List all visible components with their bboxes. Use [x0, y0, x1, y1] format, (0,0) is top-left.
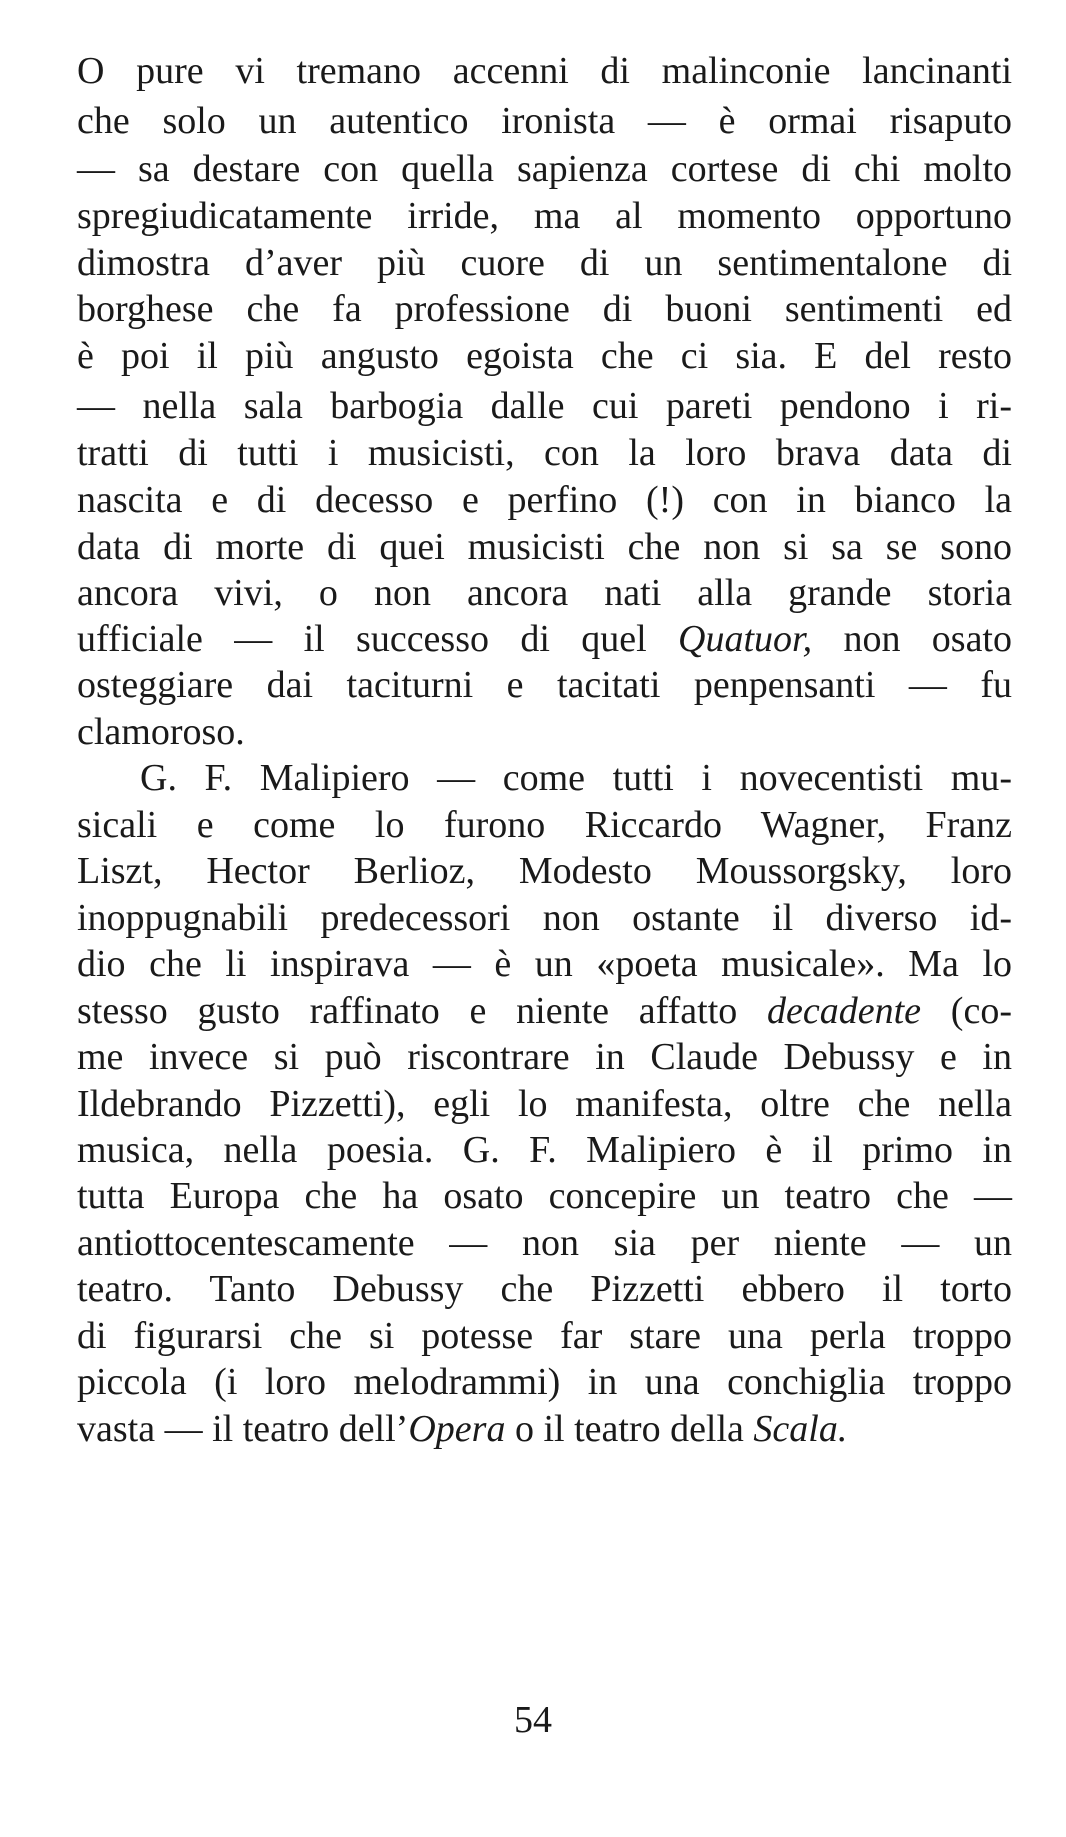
text-run: antiottocentescamente — non sia per niente — un: [77, 1222, 1012, 1264]
text-run: vasta — il teatro dell’: [77, 1408, 409, 1450]
page-number: 54: [514, 1699, 552, 1741]
text-line: [77, 521, 1012, 573]
text-line: [77, 659, 1012, 711]
text-run: è poi il più angusto egoista che ci sia. E del resto: [77, 335, 1012, 377]
text-line: [77, 567, 1012, 619]
text-run: dimostra d’aver più cuore di un sentimentalone di: [77, 242, 1012, 284]
text-line: [77, 45, 1012, 97]
text-line: [77, 283, 1012, 335]
text-run: musica, nella poesia. G. F. Malipiero è il primo in: [77, 1129, 1012, 1171]
text-run: (co-: [921, 990, 1012, 1032]
text-run: piccola (i loro melodrammi) in una conchiglia troppo: [77, 1361, 1012, 1403]
text-run: — sa destare con quella sapienza cortese di chi molto: [77, 148, 1012, 190]
text-run: spregiudicatamente irride, ma al momento opportuno: [77, 195, 1012, 237]
italic-title: Quatuor,: [678, 618, 813, 660]
text-line: [77, 427, 1012, 479]
text-run: me invece si può riscontrare in Claude Debussy e in: [77, 1036, 1012, 1078]
text-line: [77, 1356, 1012, 1408]
text-line: [77, 1124, 1012, 1176]
text-line: [77, 613, 1012, 665]
text-run: Ildebrando Pizzetti), egli lo manifesta, oltre che nella: [77, 1083, 1012, 1125]
text-line: [77, 190, 1012, 242]
text-run: — nella sala barbogia dalle cui pareti pendono i ri-: [77, 385, 1012, 427]
text-line: [77, 1263, 1012, 1315]
text-run: Liszt, Hector Berlioz, Modesto Moussorgsky, loro: [77, 850, 1012, 892]
text-run: inoppugnabili predecessori non ostante il diverso id-: [77, 897, 1012, 939]
italic-title: decadente: [767, 990, 922, 1032]
text-line: [77, 330, 1012, 382]
text-run: tratti di tutti i musicisti, con la loro brava data di: [77, 432, 1012, 474]
text-run: O pure vi tremano accenni di malinconie lancinanti: [77, 50, 1012, 92]
text-line: [77, 143, 1012, 195]
text-run: non osato: [812, 618, 1012, 660]
text-line: [140, 752, 1012, 804]
text-line: [77, 1031, 1012, 1083]
text-line: [77, 706, 1012, 758]
text-run: o il teatro della: [505, 1408, 754, 1450]
text-line: [77, 1403, 1012, 1455]
text-run: dio che li inspirava — è un «poeta musicale». Ma lo: [77, 943, 1012, 985]
text-line: [77, 892, 1012, 944]
text-run: teatro. Tanto Debussy che Pizzetti ebbero il torto: [77, 1268, 1012, 1310]
text-run: di figurarsi che si potesse far stare una perla troppo: [77, 1315, 1012, 1357]
text-run: data di morte di quei musicisti che non si sa se sono: [77, 526, 1012, 568]
text-run: ancora vivi, o non ancora nati alla grande storia: [77, 572, 1012, 614]
text-run: osteggiare dai taciturni e tacitati penpensanti — fu: [77, 664, 1012, 706]
text-run: borghese che fa professione di buoni sentimenti ed: [77, 288, 1012, 330]
text-run: nascita e di decesso e perfino (!) con in bianco la: [77, 479, 1012, 521]
text-run: sicali e come lo furono Riccardo Wagner, Franz: [77, 804, 1012, 846]
text-line: [77, 799, 1012, 851]
text-line: [77, 1170, 1012, 1222]
text-line: [77, 380, 1012, 432]
text-run: ufficiale — il successo di quel: [77, 618, 679, 660]
text-run: clamoroso.: [77, 711, 245, 753]
italic-title: Opera: [408, 1408, 506, 1450]
text-line: [77, 1217, 1012, 1269]
text-line: [77, 1310, 1012, 1362]
text-line: [77, 1078, 1012, 1130]
italic-title: Scala.: [753, 1408, 848, 1450]
text-run: stesso gusto raffinato e niente affatto: [77, 990, 768, 1032]
text-run: G. F. Malipiero — come tutti i novecentisti mu-: [140, 757, 1012, 799]
text-line: [77, 474, 1012, 526]
text-run: tutta Europa che ha osato concepire un teatro che —: [77, 1175, 1012, 1217]
text-line: [77, 845, 1012, 897]
text-line: [77, 985, 1012, 1037]
text-line: [77, 938, 1012, 990]
text-line: [77, 95, 1012, 147]
text-run: che solo un autentico ironista — è ormai risaputo: [77, 100, 1012, 142]
text-line: [77, 237, 1012, 289]
